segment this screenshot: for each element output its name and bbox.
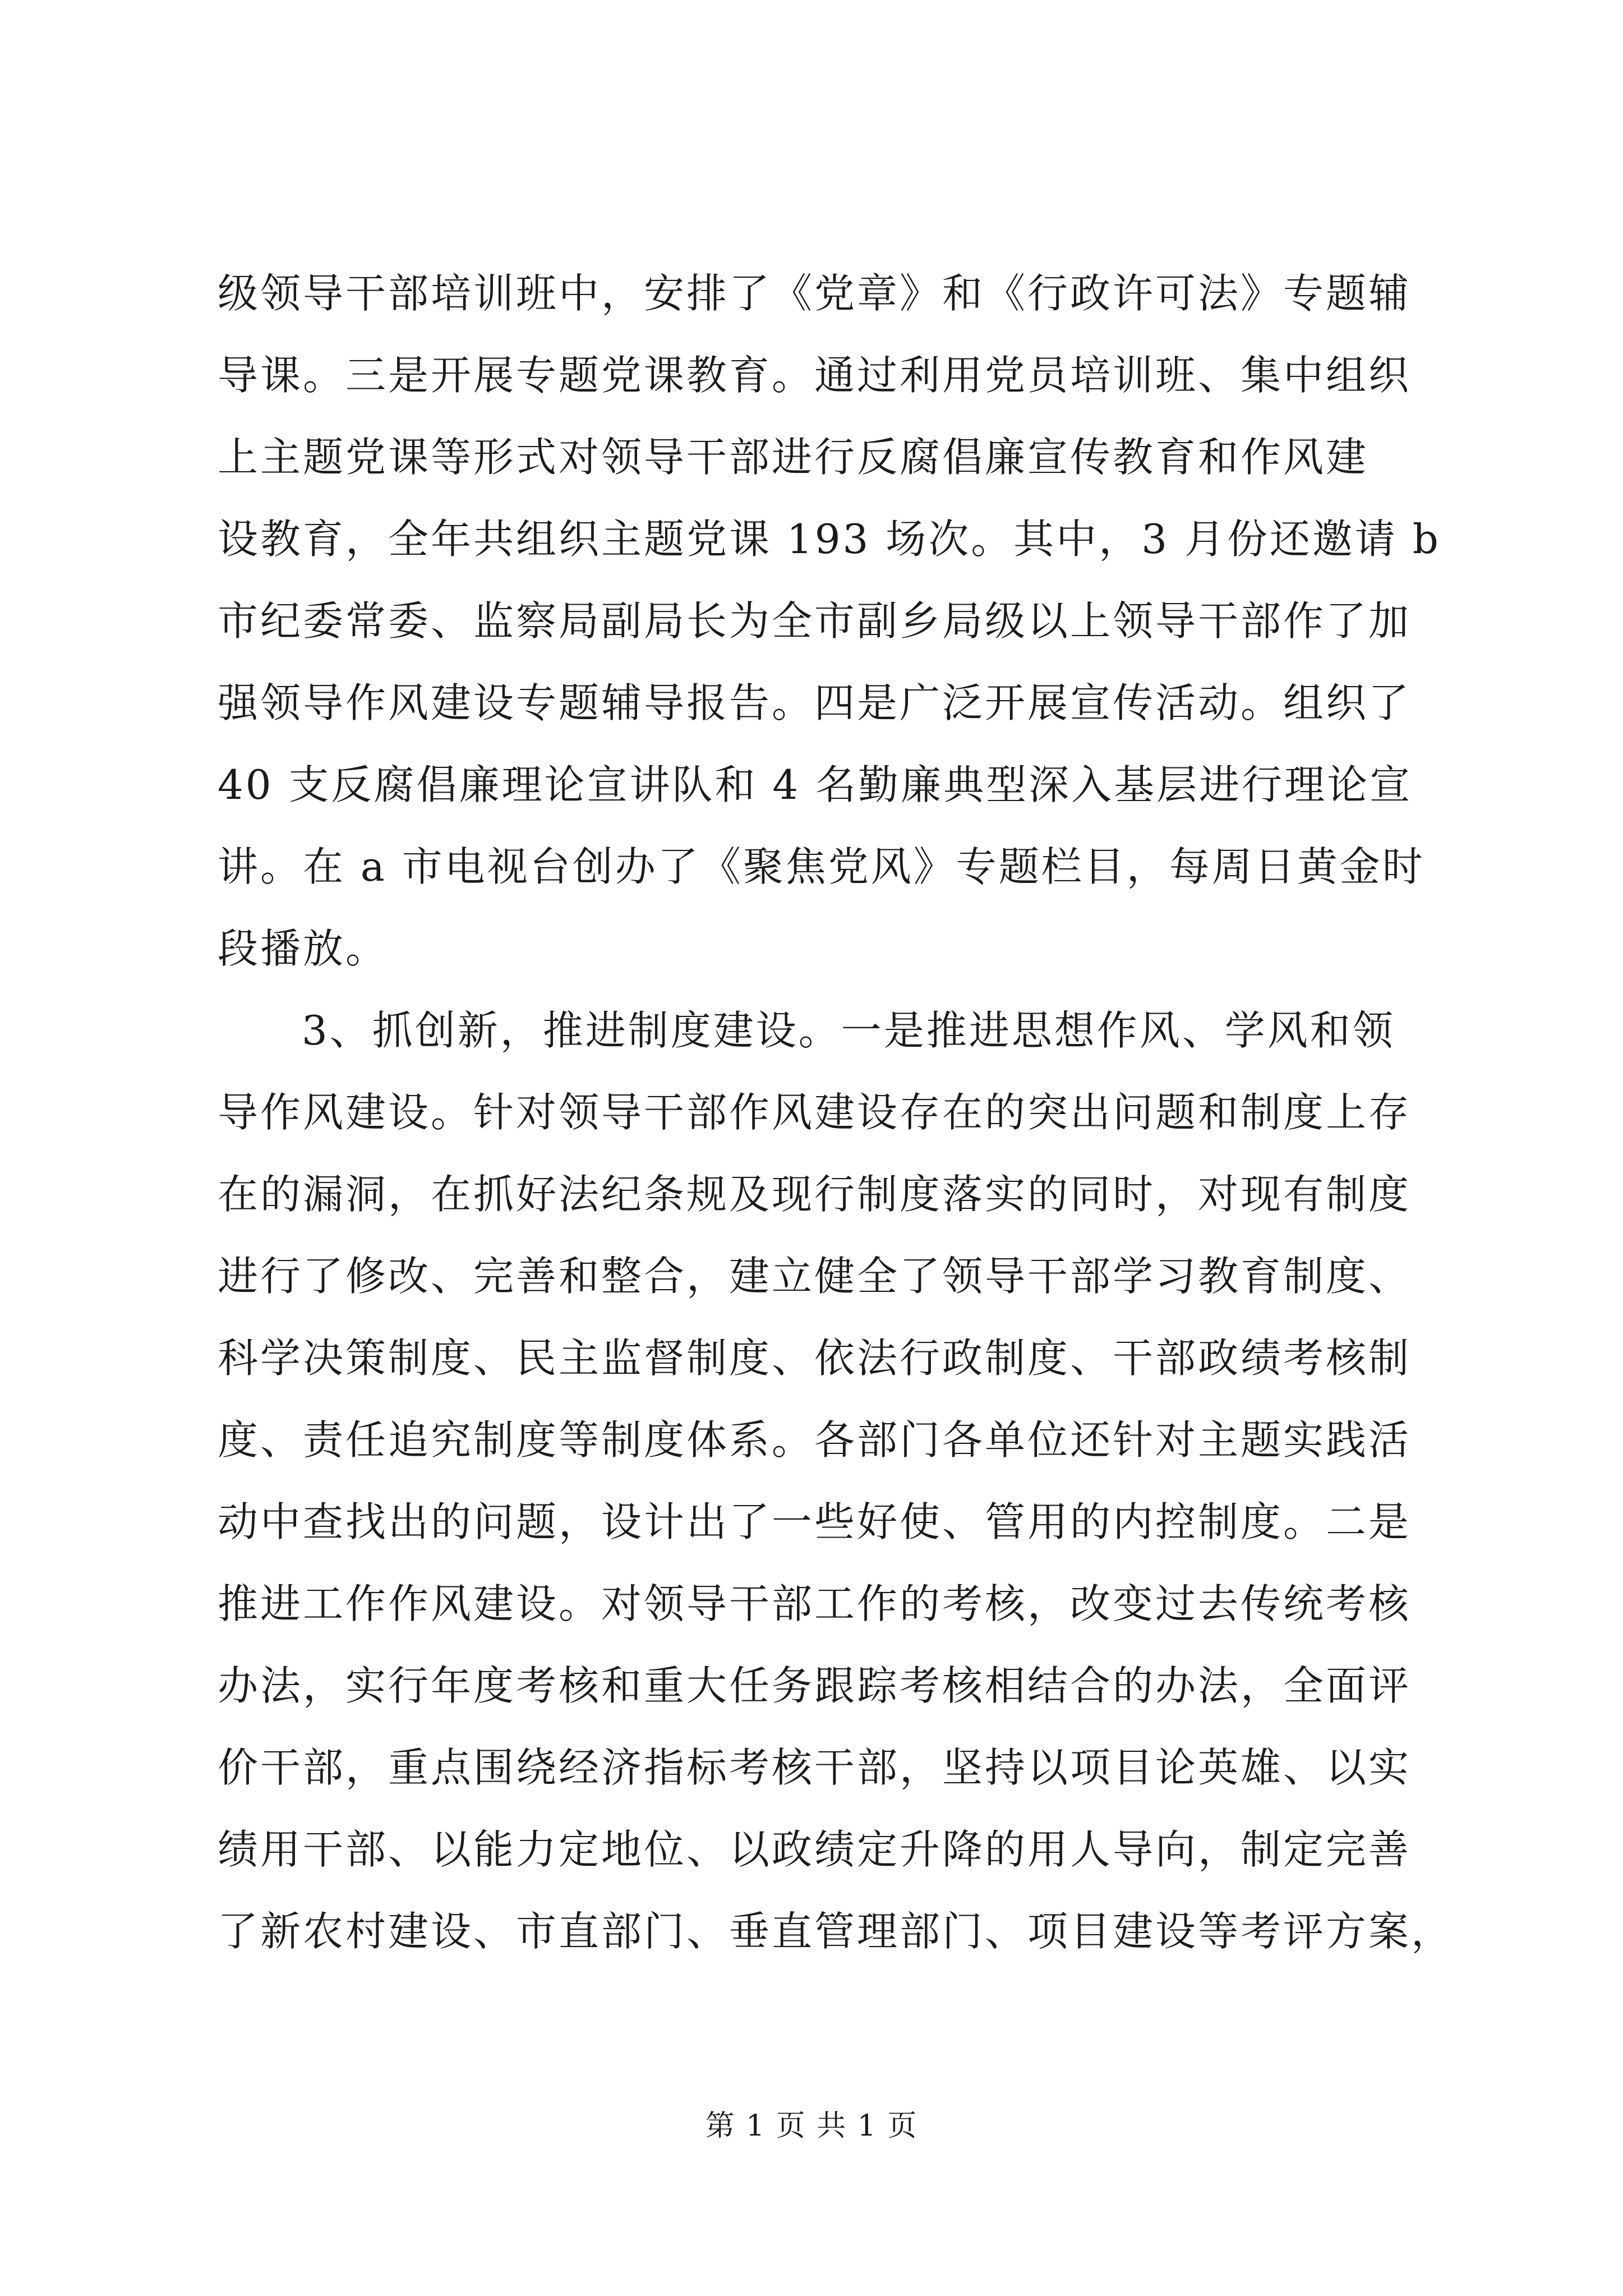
page-footer <box>0 2106 1623 2146</box>
text-line: 段播放。 <box>218 925 389 972</box>
text-line: 动中查找出的问题，设计出了一些好使、管用的内控制度。二是 <box>218 1498 1412 1545</box>
text-line: 导作风建设。针对领导干部作风建设存在的突出问题和制度上存 <box>218 1089 1412 1136</box>
text-line: 在的漏洞，在抓好法纪条规及现行制度落实的同时，对现有制度 <box>218 1171 1412 1218</box>
text-line: 价干部，重点围绕经济指标考核干部，坚持以项目论英雄、以实 <box>218 1744 1412 1791</box>
text-line: 上主题党课等形式对领导干部进行反腐倡廉宣传教育和作风建 <box>218 434 1369 481</box>
text-line: 强领导作风建设专题辅导报告。四是广泛开展宣传活动。组织了 <box>218 679 1412 726</box>
text-line: 办法，实行年度考核和重大任务跟踪考核相结合的办法，全面评 <box>218 1662 1412 1709</box>
text-line: 设教育，全年共组织主题党课 193 场次。其中，3 月份还邀请 b <box>218 516 1441 563</box>
document-body <box>218 252 1454 1972</box>
paragraph-start-line: 3、抓创新，推进制度建设。一是推进思想作风、学风和领 <box>302 1007 1395 1054</box>
text-line: 绩用干部、以能力定地位、以政绩定升降的用人导向，制定完善 <box>218 1826 1412 1873</box>
text-line: 讲。在 a 市电视台创办了《聚焦党风》专题栏目，每周日黄金时 <box>218 843 1425 890</box>
text-line: 推进工作作风建设。对领导干部工作的考核，改变过去传统考核 <box>218 1580 1412 1627</box>
text-line: 市纪委常委、监察局副局长为全市副乡局级以上领导干部作了加 <box>218 597 1412 645</box>
text-line: 了新农村建设、市直部门、垂直管理部门、项目建设等考评方案， <box>218 1908 1454 1955</box>
text-line: 科学决策制度、民主监督制度、依法行政制度、干部政绩考核制 <box>218 1335 1412 1382</box>
text-line: 度、责任追究制度等制度体系。各部门各单位还针对主题实践活 <box>218 1416 1412 1464</box>
text-line: 级领导干部培训班中，安排了《党章》和《行政许可法》专题辅 <box>218 270 1412 317</box>
page-number-label: 第 1 页 共 1 页 <box>705 2109 918 2143</box>
text-line: 进行了修改、完善和整合，建立健全了领导干部学习教育制度、 <box>218 1253 1412 1300</box>
text-line: 导课。三是开展专题党课教育。通过利用党员培训班、集中组织 <box>218 352 1412 399</box>
text-line: 40 支反腐倡廉理论宣讲队和 4 名勤廉典型深入基层进行理论宣 <box>218 761 1413 808</box>
